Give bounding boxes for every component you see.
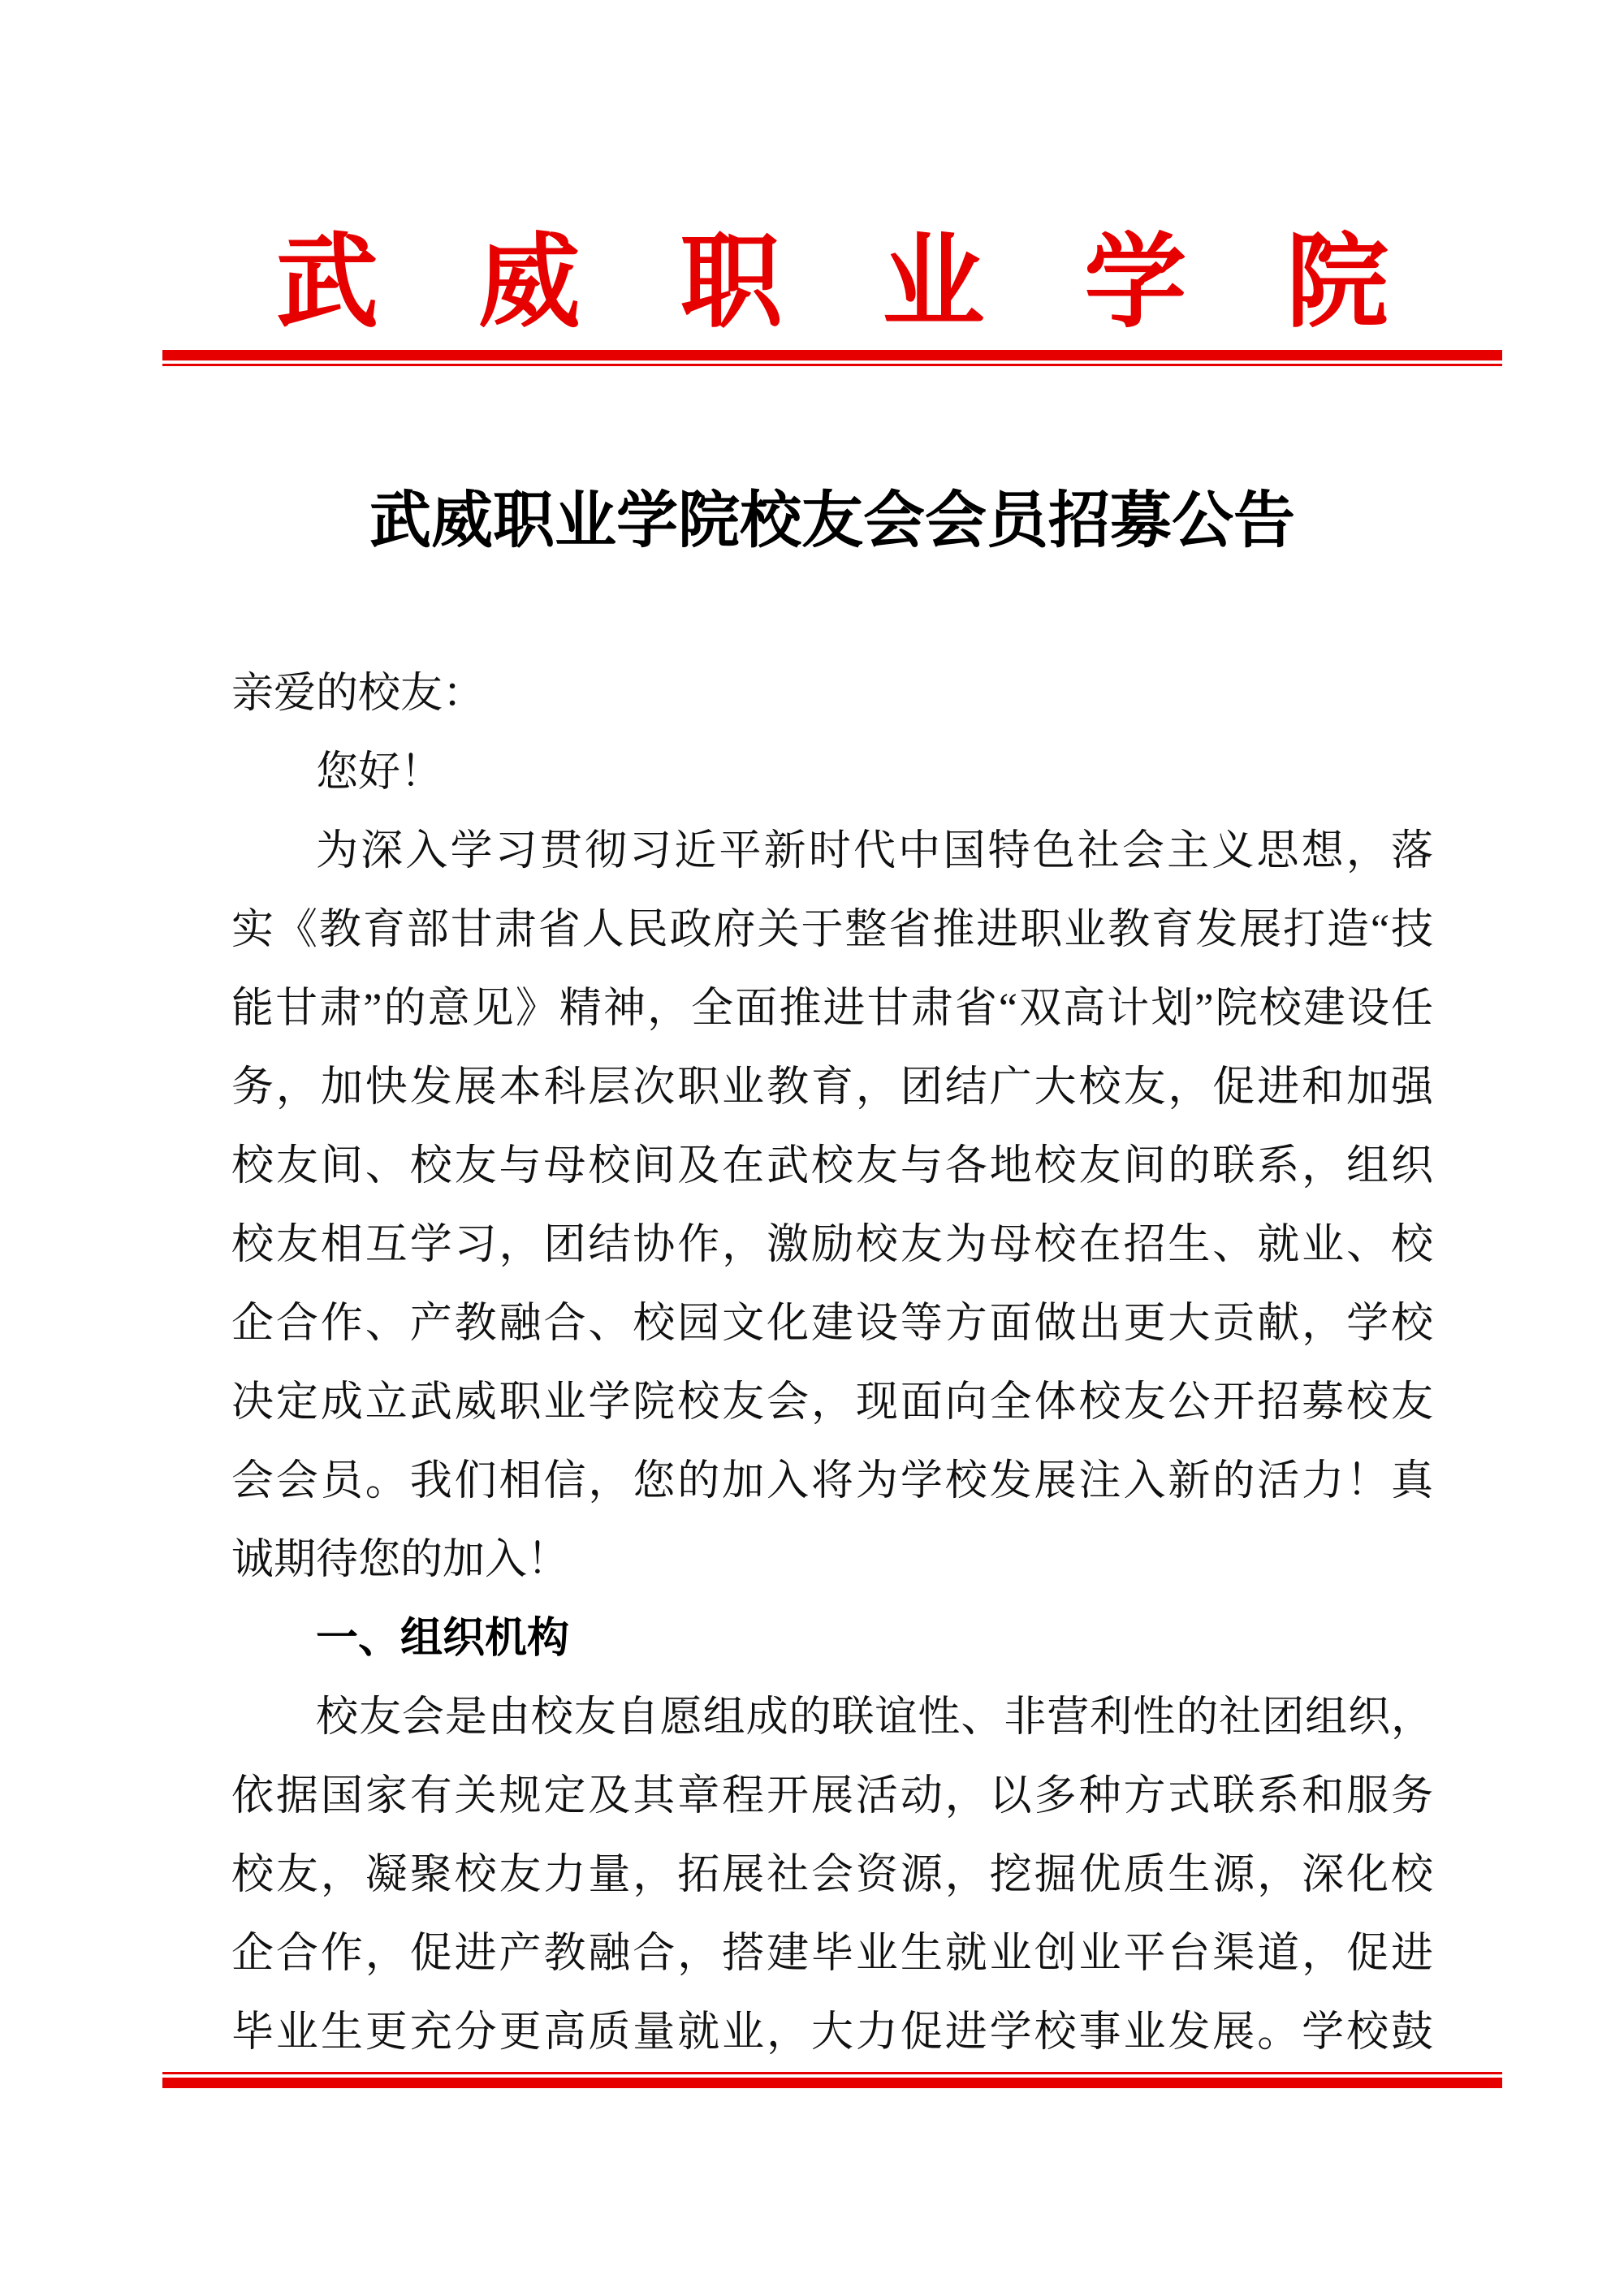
paragraph1-line: 实《教育部甘肃省人民政府关于整省推进职业教育发展打造“技	[231, 907, 1433, 953]
salutation-line: 亲爱的校友：	[231, 671, 486, 717]
rule-top-thick-bar	[162, 350, 1502, 360]
paragraph1-line: 务，加快发展本科层次职业教育，团结广大校友，促进和加强	[231, 1064, 1433, 1111]
paragraph1-line: 校友相互学习，团结协作，激励校友为母校在招生、就业、校	[231, 1222, 1433, 1268]
paragraph1-line: 为深入学习贯彻习近平新时代中国特色社会主义思想，落	[316, 828, 1433, 874]
document-title: 武威职业学院校友会会员招募公告	[369, 487, 1295, 555]
paragraph1-line: 校友间、校友与母校间及在武校友与各地校友间的联系，组织	[231, 1143, 1433, 1189]
paragraph1-line: 决定成立武威职业学院校友会，现面向全体校友公开招募校友	[231, 1379, 1433, 1426]
paragraph1-line: 企合作、产教融合、校园文化建设等方面做出更大贡献，学校	[231, 1301, 1433, 1347]
letterhead-school-name: 武威职业学院	[276, 227, 1389, 340]
paragraph1-line: 诚期待您的加入！	[231, 1537, 570, 1583]
footer-rule-bottom	[162, 2072, 1502, 2088]
paragraph2-line: 企合作，促进产教融合，搭建毕业生就业创业平台渠道，促进	[231, 1931, 1433, 1977]
paragraph2-line: 校友会是由校友自愿组成的联谊性、非营利性的社团组织，	[316, 1694, 1433, 1741]
paragraph1-line: 会会员。我们相信，您的加入将为学校发展注入新的活力！真	[231, 1458, 1433, 1504]
document-body	[231, 654, 1433, 2072]
paragraph2-line: 校友，凝聚校友力量，拓展社会资源，挖掘优质生源，深化校	[231, 1852, 1433, 1898]
letterhead-rule-top	[162, 350, 1502, 366]
paragraph1-line: 能甘肃”的意见》精神，全面推进甘肃省“双高计划”院校建设任	[231, 986, 1433, 1032]
rule-bottom-thick-bar	[162, 2078, 1502, 2088]
rule-top-thin-bar	[162, 364, 1502, 366]
paragraph2-line: 依据国家有关规定及其章程开展活动，以多种方式联系和服务	[231, 1773, 1433, 1819]
greeting-line: 您好！	[316, 749, 443, 796]
section-heading: 一、组织机构	[316, 1615, 570, 1662]
paragraph2-line: 毕业生更充分更高质量就业，大力促进学校事业发展。学校鼓	[231, 2009, 1433, 2056]
